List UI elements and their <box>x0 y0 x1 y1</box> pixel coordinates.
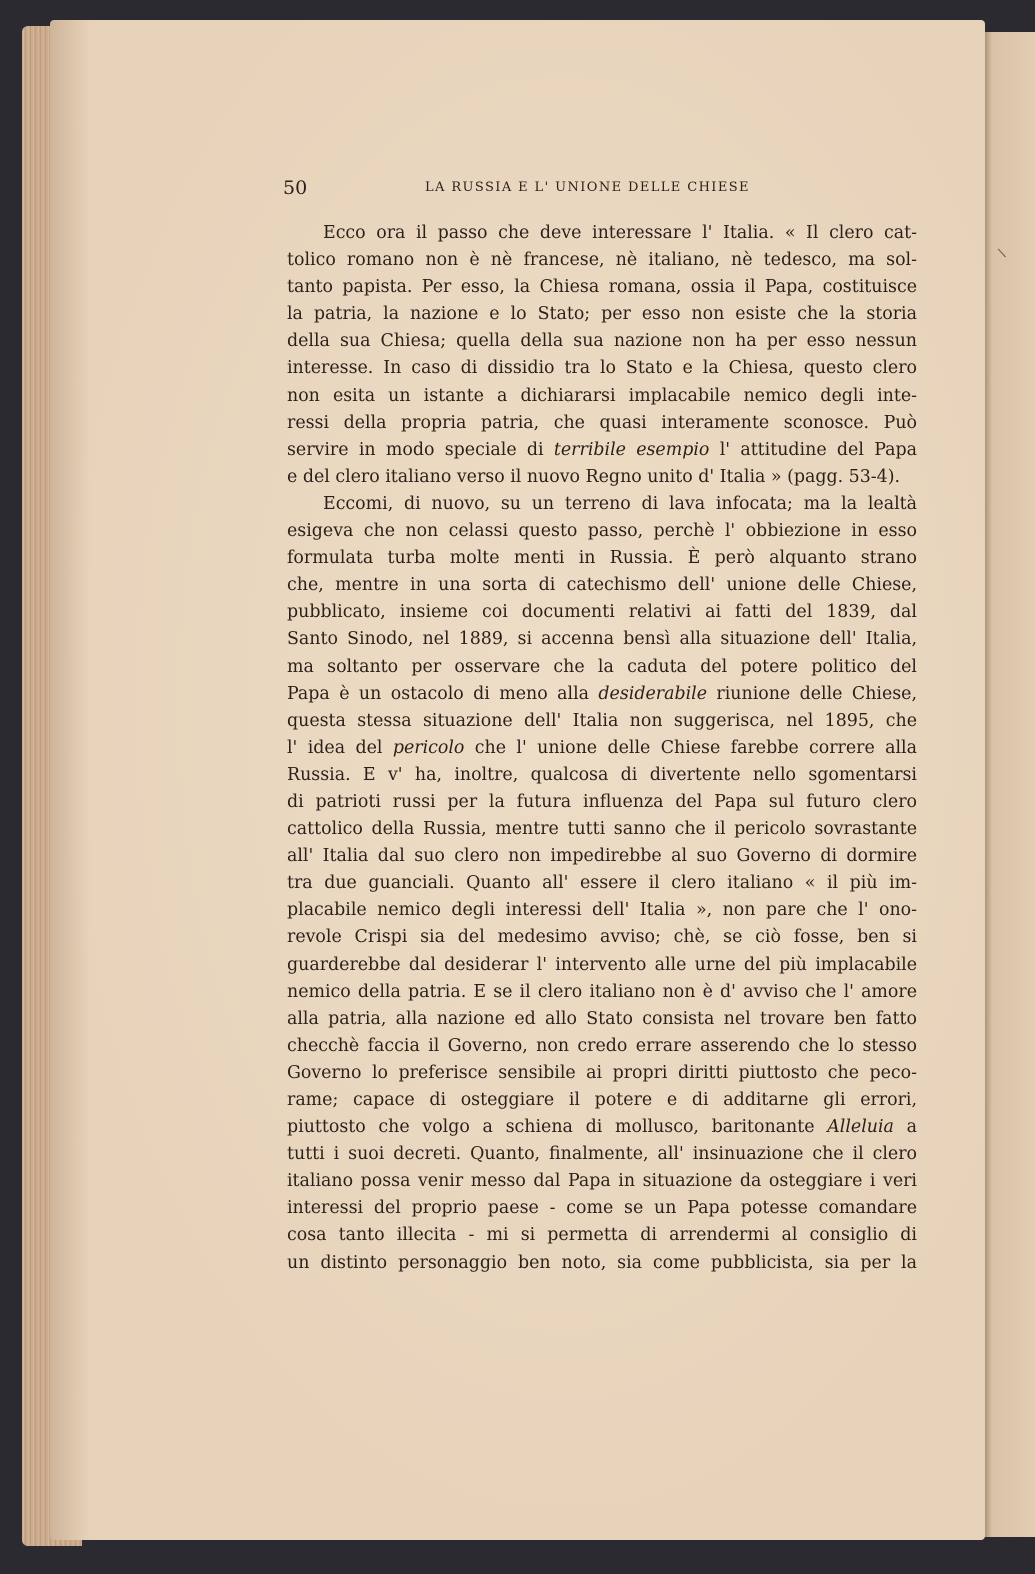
text-segment: l' idea del <box>287 737 393 758</box>
text-segment: all' Italia dal suo clero non impedirebbe al suo Governo di dormire <box>287 846 917 867</box>
text-segment: cattolico della Russia, mentre tutti sanno che il pericolo sovrastante <box>287 819 917 840</box>
text-segment: la patria, la nazione e lo Stato; per esso non esiste che la storia <box>287 304 917 325</box>
text-line <box>287 1033 917 1060</box>
text-segment: interesse. In caso di dissidio tra lo Stato e la Chiesa, questo clero <box>287 358 917 379</box>
text-segment: alla patria, alla nazione ed allo Stato consista nel trovare ben fatto <box>287 1008 917 1029</box>
text-segment: che, mentre in una sorta di catechismo dell' unione delle Chiese, <box>287 575 917 596</box>
text-line <box>287 952 917 979</box>
text-line <box>287 1222 917 1249</box>
text-line <box>287 437 917 464</box>
text-line <box>287 355 917 382</box>
text-line <box>287 572 917 599</box>
text-line <box>287 274 917 301</box>
text-line <box>287 897 917 924</box>
text-segment: guarderebbe dal desiderar l' intervento alle urne del più implacabile <box>287 954 917 975</box>
text-segment: tolico romano non è nè francese, nè italiano, nè tedesco, ma sol- <box>287 250 917 271</box>
text-line <box>287 789 917 816</box>
text-segment: e del clero italiano verso il nuovo Regno unito d' Italia » (pagg. 53-4). <box>287 466 901 487</box>
running-title: LA RUSSIA E L' UNIONE DELLE CHIESE <box>425 180 750 195</box>
text-segment: placabile nemico degli interessi dell' Italia », non pare che l' ono- <box>287 900 917 921</box>
text-line <box>287 1168 917 1195</box>
text-line <box>287 924 917 951</box>
text-segment: riunione delle Chiese, <box>707 683 917 704</box>
text-segment: Santo Sinodo, nel 1889, si accenna bensì alla situazione dell' Italia, <box>287 629 917 650</box>
text-segment: che l' unione delle Chiese farebbe correre alla <box>464 737 917 758</box>
text-segment: ressi della propria patria, che quasi interamente sconosce. Può <box>287 412 917 433</box>
text-segment: non esita un istante a dichiararsi implacabile nemico degli inte- <box>287 385 917 406</box>
text-line <box>287 518 917 545</box>
text-line <box>287 220 917 247</box>
page-number: 50 <box>283 177 308 199</box>
text-line <box>287 545 917 572</box>
text-line <box>287 1060 917 1087</box>
italic-text: Alleluia <box>827 1117 894 1138</box>
text-segment: questa stessa situazione dell' Italia non suggerisca, nel 1895, che <box>287 710 917 731</box>
text-line <box>287 816 917 843</box>
text-segment: Eccomi, di nuovo, su un terreno di lava infocata; ma la lealtà <box>323 493 917 514</box>
text-line <box>287 410 917 437</box>
text-segment: revole Crispi sia del medesimo avviso; chè, se ciò fosse, ben si <box>287 927 917 948</box>
text-line <box>287 762 917 789</box>
text-line <box>287 626 917 653</box>
text-segment: della sua Chiesa; quella della sua nazione non ha per esso nessun <box>287 331 917 352</box>
text-segment: Governo lo preferisce sensibile ai propri diritti piuttosto che peco- <box>287 1062 917 1083</box>
text-segment: pubblicato, insieme coi documenti relativi ai fatti del 1839, dal <box>287 602 917 623</box>
text-line <box>287 870 917 897</box>
italic-text: desiderabile <box>598 683 707 704</box>
text-line <box>287 681 917 708</box>
text-segment: interessi del proprio paese - come se un Papa potesse comandare <box>287 1198 917 1219</box>
body-text <box>287 220 917 1277</box>
text-segment: a <box>893 1117 917 1138</box>
text-line <box>287 1114 917 1141</box>
text-segment: tra due guanciali. Quanto all' essere il clero italiano « il più im- <box>287 873 917 894</box>
text-line <box>287 1195 917 1222</box>
text-segment: nemico della patria. E se il clero italiano non è d' avviso che l' amore <box>287 981 917 1002</box>
text-segment: Ecco ora il passo che deve interessare l' Italia. « Il clero cat- <box>323 223 917 243</box>
text-line <box>287 328 917 355</box>
text-segment: ma soltanto per osservare che la caduta del potere politico del <box>287 656 917 677</box>
text-segment: Russia. E v' ha, inoltre, qualcosa di divertente nello sgomentarsi <box>287 764 917 785</box>
text-segment: tanto papista. Per esso, la Chiesa romana, ossia il Papa, costituisce <box>287 277 917 298</box>
text-line <box>287 599 917 626</box>
text-segment: cosa tanto illecita - mi si permetta di arrendermi al consiglio di <box>287 1225 917 1246</box>
text-segment: italiano possa venir messo dal Papa in situazione da osteggiare i veri <box>287 1171 917 1192</box>
text-line <box>287 1006 917 1033</box>
text-line <box>287 1250 917 1277</box>
running-head <box>283 176 923 200</box>
italic-text: pericolo <box>392 737 465 758</box>
text-line <box>287 1087 917 1114</box>
text-line <box>287 247 917 274</box>
text-line <box>287 979 917 1006</box>
text-line <box>287 708 917 735</box>
facing-page-mark: \ <box>997 245 1008 262</box>
text-segment: tutti i suoi decreti. Quanto, finalmente, all' insinuazione che il clero <box>287 1144 917 1165</box>
text-line <box>287 491 917 518</box>
italic-text: terribile esempio <box>553 439 710 460</box>
text-line <box>287 1141 917 1168</box>
text-line <box>287 735 917 762</box>
text-segment: formulata turba molte menti in Russia. È però alquanto strano <box>287 548 917 569</box>
text-line <box>287 301 917 328</box>
text-line <box>287 464 917 491</box>
facing-page-edge <box>982 32 1035 1537</box>
text-segment: servire in modo speciale di <box>287 439 554 460</box>
text-line <box>287 654 917 681</box>
text-segment: Papa è un ostacolo di meno alla <box>287 683 599 704</box>
text-segment: piuttosto che volgo a schiena di mollusco, baritonante <box>287 1117 828 1138</box>
text-segment: rame; capace di osteggiare il potere e di additarne gli errori, <box>287 1090 917 1110</box>
text-segment: di patrioti russi per la futura influenza del Papa sul futuro clero <box>287 791 917 812</box>
text-segment: checchè faccia il Governo, non credo errare asserendo che lo stesso <box>287 1035 917 1056</box>
text-segment: l' attitudine del Papa <box>709 439 917 460</box>
text-segment: un distinto personaggio ben noto, sia come pubblicista, sia per la <box>287 1252 917 1273</box>
text-line <box>287 843 917 870</box>
text-line <box>287 383 917 410</box>
text-segment: esigeva che non celassi questo passo, perchè l' obbiezione in esso <box>287 521 917 542</box>
